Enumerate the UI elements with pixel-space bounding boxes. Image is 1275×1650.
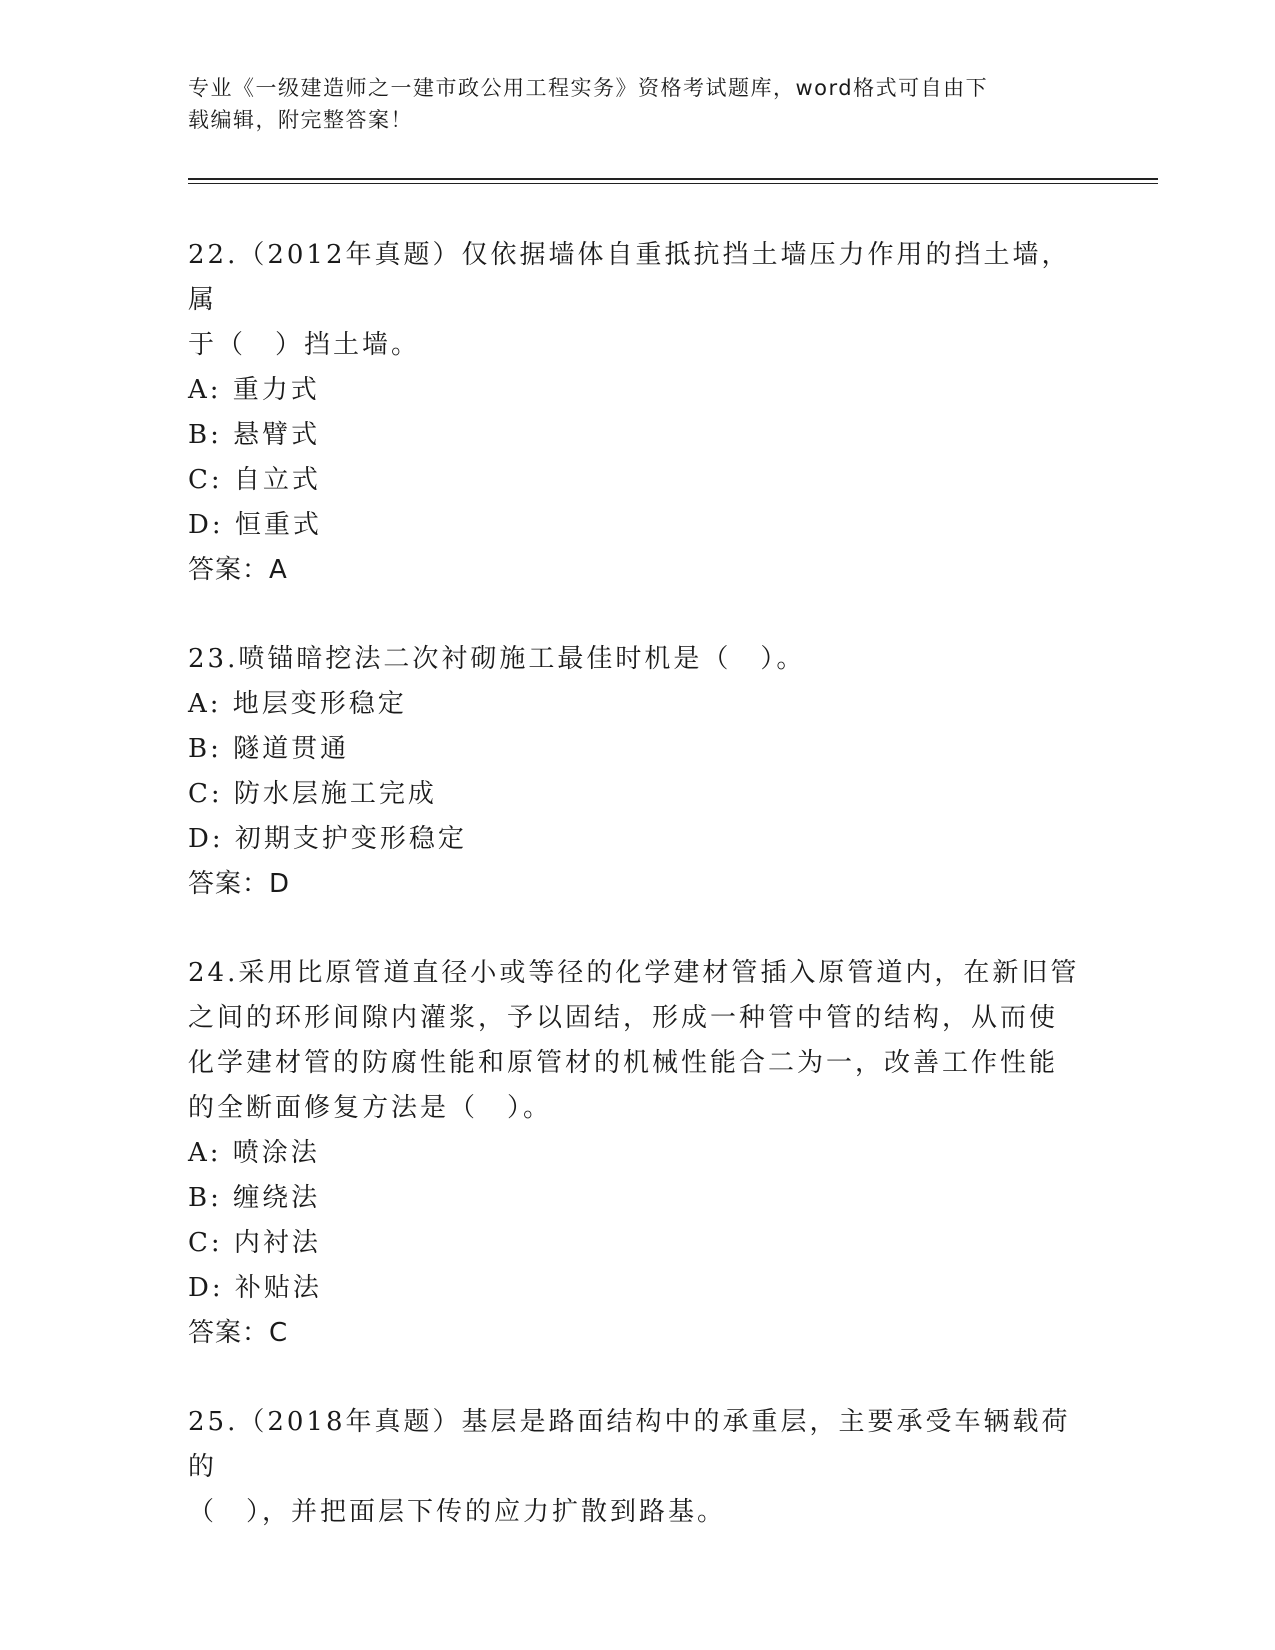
option-c: C: 防水层施工完成 <box>188 779 437 809</box>
option-a: A: 喷涂法 <box>188 1138 320 1168</box>
option-b: B: 悬臂式 <box>188 420 321 450</box>
question-list <box>188 233 1088 1579</box>
question-stem-line: 之间的环形间隙内灌浆，予以固结，形成一种管中管的结构，从而使 <box>188 1003 1059 1033</box>
question-stem-line: （ ），并把面层下传的应力扩散到路基。 <box>188 1497 727 1527</box>
option-b: B: 缠绕法 <box>188 1183 321 1213</box>
header-divider-thick <box>188 178 1158 180</box>
answer-label: 答案：A <box>188 555 288 585</box>
header-divider-thin <box>188 183 1158 184</box>
question-stem-line: 于（ ）挡土墙。 <box>188 330 421 360</box>
question-stem-line: 25.（2018年真题）基层是路面结构中的承重层，主要承受车辆载荷的 <box>188 1407 1071 1482</box>
header-line-2: 载编辑，附完整答案！ <box>188 108 413 132</box>
question-23 <box>188 637 1088 907</box>
document-header <box>188 72 1068 136</box>
question-stem-line: 22.（2012年真题）仅依据墙体自重抵抗挡土墙压力作用的挡土墙，属 <box>188 240 1071 315</box>
answer-label: 答案：D <box>188 869 291 899</box>
option-d: D: 初期支护变形稳定 <box>188 824 467 854</box>
question-stem-line: 23.喷锚暗挖法二次衬砌施工最佳时机是（ ）。 <box>188 644 806 674</box>
option-a: A: 重力式 <box>188 375 320 405</box>
question-25 <box>188 1400 1088 1535</box>
option-c: C: 内衬法 <box>188 1228 321 1258</box>
question-stem-line: 化学建材管的防腐性能和原管材的机械性能合二为一，改善工作性能 <box>188 1048 1059 1078</box>
option-d: D: 恒重式 <box>188 510 322 540</box>
option-b: B: 隧道贯通 <box>188 734 350 764</box>
question-22 <box>188 233 1088 593</box>
header-line-1: 专业《一级建造师之一建市政公用工程实务》资格考试题库，word格式可自由下 <box>188 76 989 100</box>
option-c: C: 自立式 <box>188 465 321 495</box>
option-d: D: 补贴法 <box>188 1273 322 1303</box>
answer-label: 答案：C <box>188 1318 289 1348</box>
option-a: A: 地层变形稳定 <box>188 689 407 719</box>
question-24 <box>188 951 1088 1356</box>
question-stem-line: 24.采用比原管道直径小或等径的化学建材管插入原管道内，在新旧管 <box>188 958 1080 988</box>
question-stem-line: 的全断面修复方法是（ ）。 <box>188 1093 553 1123</box>
